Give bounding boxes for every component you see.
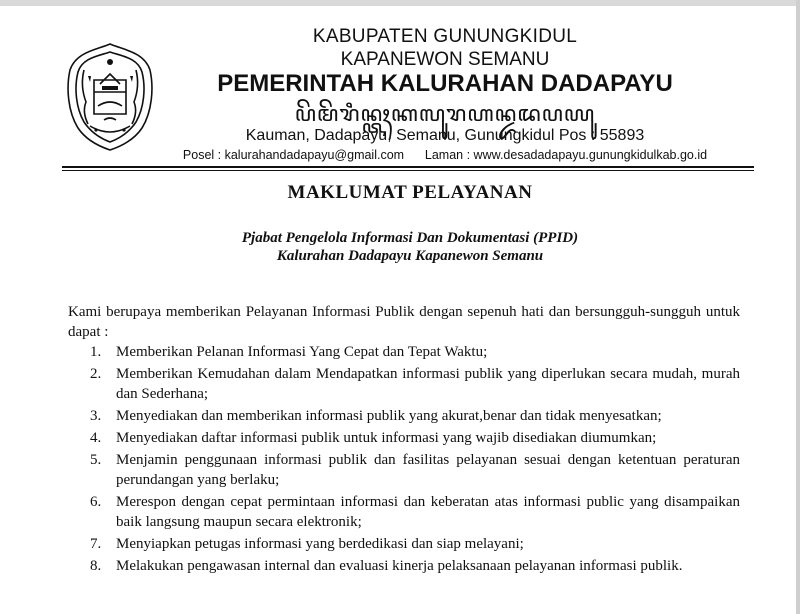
document-subtitle-1: Pjabat Pengelola Informasi Dan Dokumentasi (PPID) [241,230,579,246]
intro-paragraph: Kami berupaya memberikan Pelayanan Informasi Publik dengan sepenuh hati dan bersungguh-sungguh untuk dapat : [68,304,740,340]
list-item-number: 6. [90,494,102,510]
list-item [68,428,740,448]
list-item-text: Melakukan pengawasan internal dan evaluasi kinerja pelaksanaan pelayanan informasi publik. [116,558,683,574]
list-item-number: 4. [90,430,102,446]
commitment-list [68,342,740,578]
list-item [68,342,740,362]
regency-emblem-logo [64,40,156,152]
letterhead-rule-thin [62,170,754,171]
list-item [68,534,740,554]
document-title: MAKLUMAT PELAYANAN [287,182,533,203]
list-item-number: 2. [90,366,102,382]
javanese-script-name: ꦥꦼꦩꦼꦫꦶꦤ꧀ꦠꦃꦏꦭꦸꦫꦲꦤ꧀ꦢꦢꦥꦪꦸ [294,101,596,126]
page-top-edge [0,0,800,6]
list-item-number: 1. [90,344,102,360]
list-item-text: Menyiapkan petugas informasi yang berdedikasi dan siap melayani; [116,536,524,552]
list-item-text: Menjamin penggunaan informasi publik dan fasilitas pelayanan sesuai dengan ketentuan peraturan perundangan yang berlaku; [116,452,740,488]
list-item-text: Menyediakan dan memberikan informasi publik yang akurat,benar dan tidak menyesatkan; [116,408,662,424]
government-name: PEMERINTAH KALURAHAN DADAPAYU [217,70,673,97]
list-item-text: Menyediakan daftar informasi publik untuk informasi yang wajib disediakan diumumkan; [116,430,657,446]
list-item [68,492,740,532]
office-contact: Posel : kalurahandadapayu@gmail.com Laman : www.desadadapayu.gunungkidulkab.go.id [182,148,708,162]
list-item-text: Memberikan Kemudahan dalam Mendapatkan informasi publik yang diperlukan secara mudah, murah dan Sederhana; [116,366,740,402]
list-item-number: 3. [90,408,102,424]
document-subtitle-2: Kalurahan Dadapayu Kapanewon Semanu [276,248,544,264]
list-item-number: 7. [90,536,102,552]
office-address: Kauman, Dadapayu, Semanu, Gunungkidul Pos : 55893 [245,127,645,144]
list-item [68,556,740,576]
list-item-number: 8. [90,558,102,574]
letterhead-rule-thick [62,166,754,168]
list-item [68,364,740,404]
list-item [68,450,740,490]
list-item-text: Memberikan Pelanan Informasi Yang Cepat dan Tepat Waktu; [116,344,488,360]
district-name: KAPANEWON SEMANU [340,49,550,70]
page-right-edge [796,0,800,614]
list-item [68,406,740,426]
list-item-number: 5. [90,452,102,468]
list-item-text: Merespon dengan cepat permintaan informasi dan keberatan atas informasi public yang disampaikan baik langsung maupun secara elektronik; [116,494,740,530]
regency-name: KABUPATEN GUNUNGKIDUL [312,26,578,47]
